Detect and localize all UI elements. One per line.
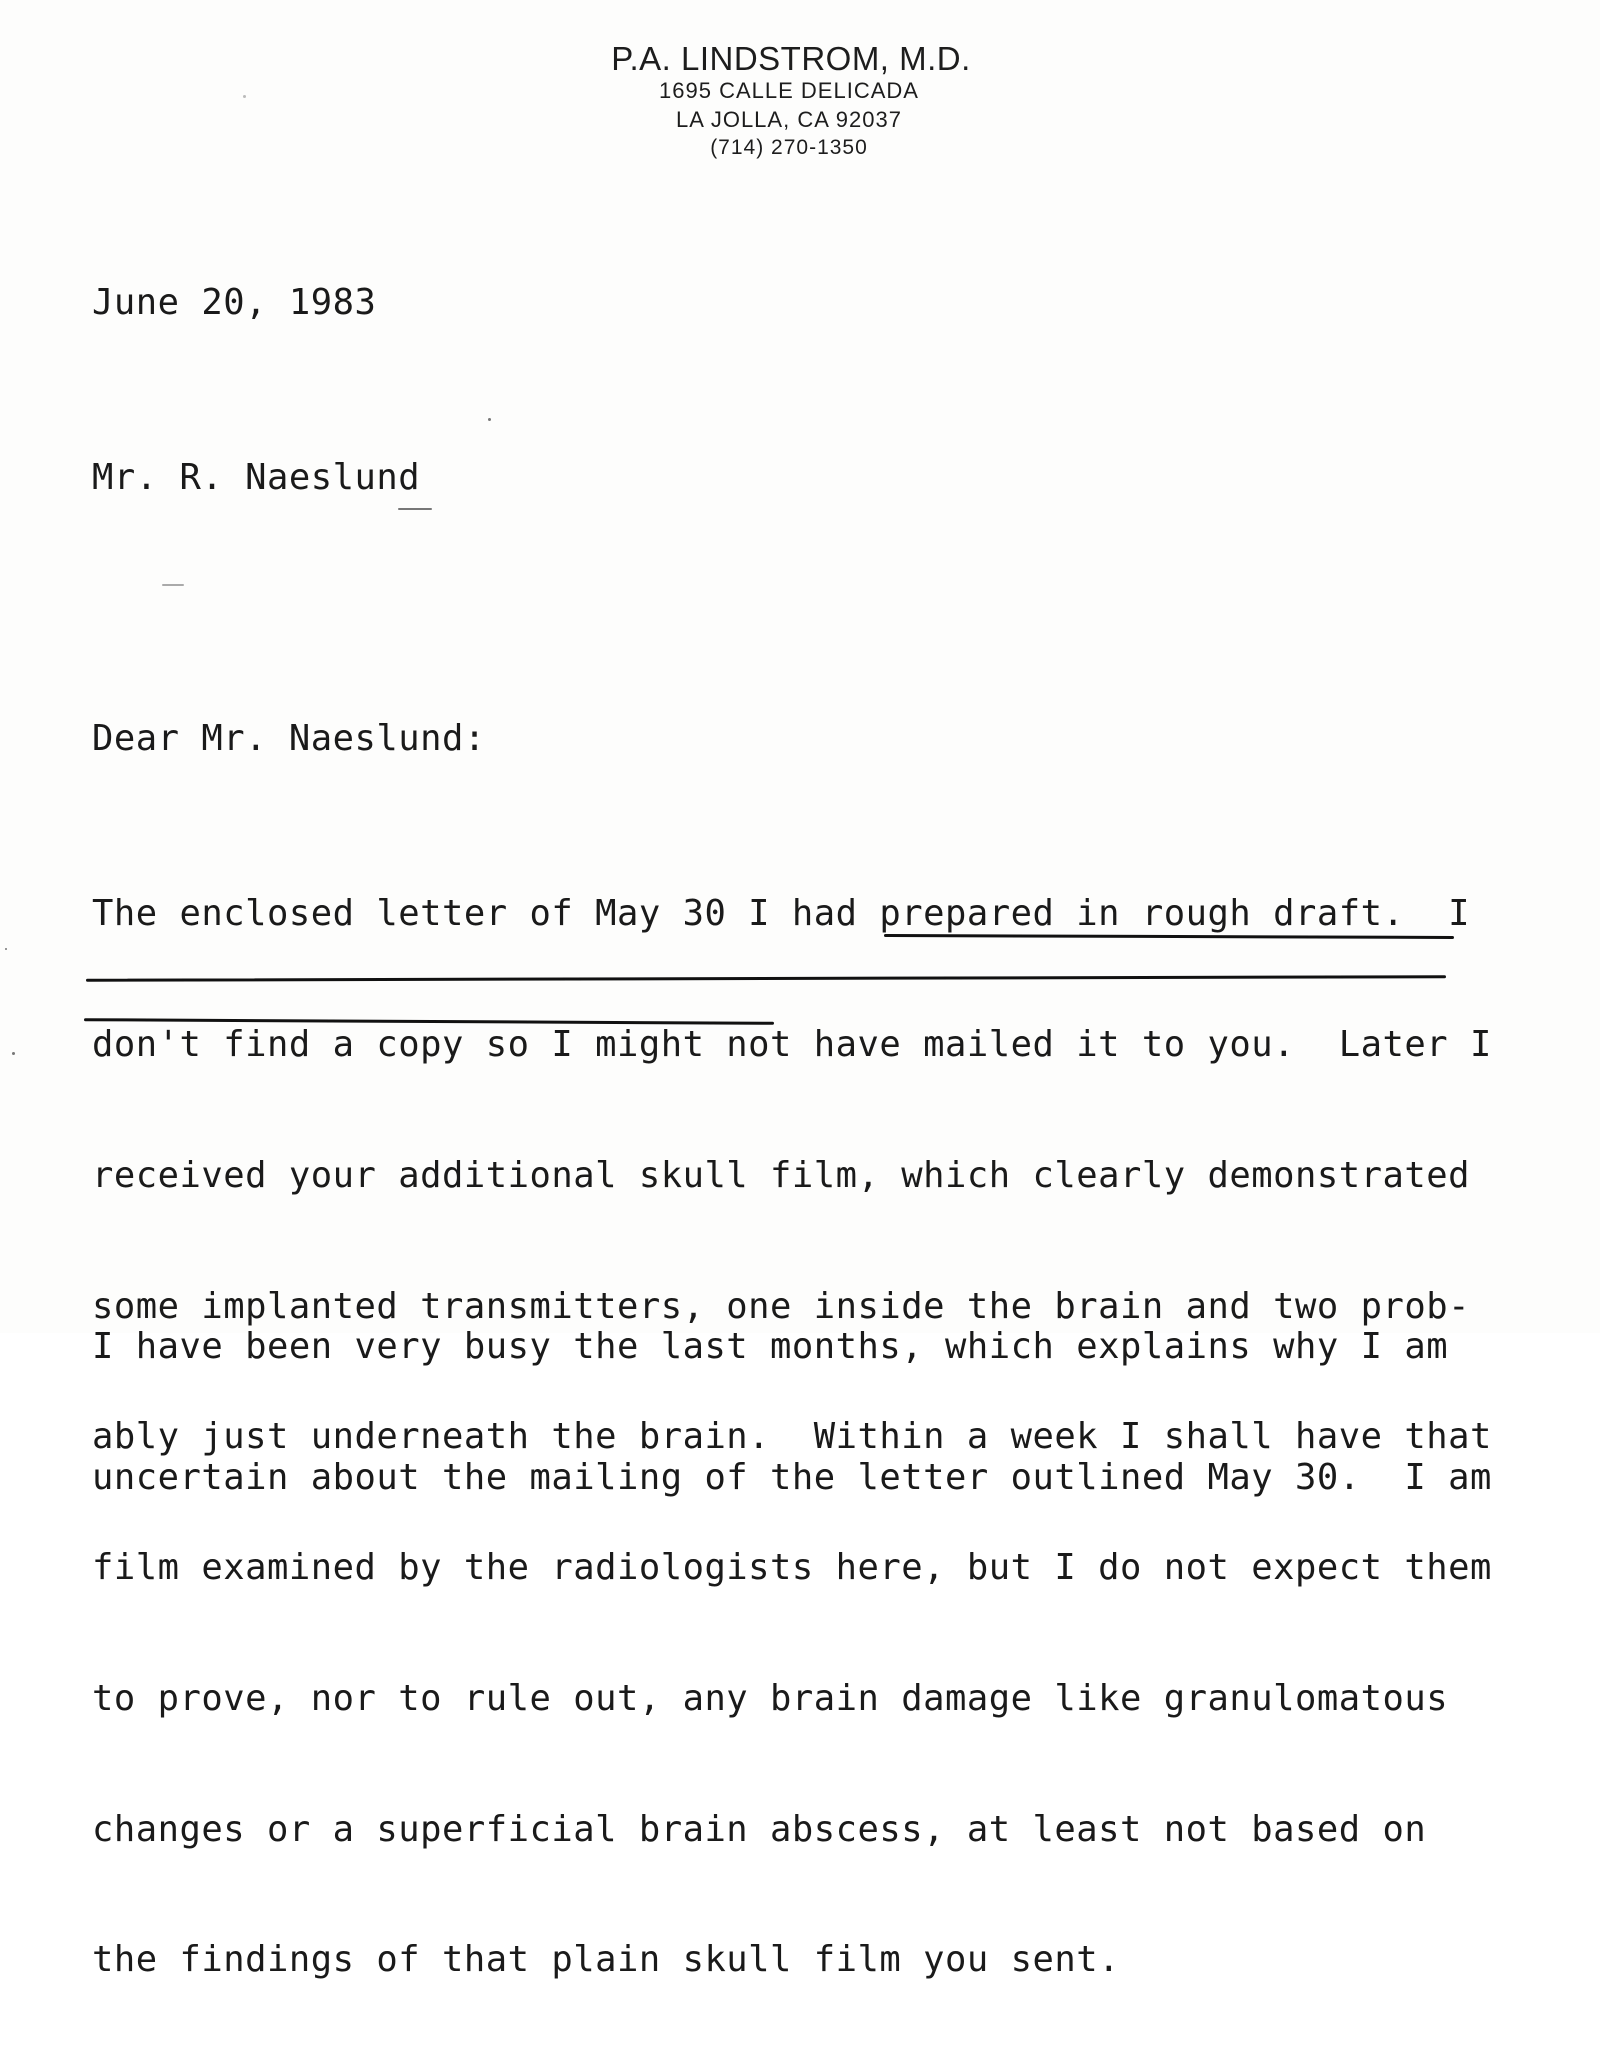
letter-recipient: Mr. R. Naeslund bbox=[92, 457, 421, 498]
scan-speck bbox=[12, 1052, 15, 1055]
paragraph-line: received your additional skull film, which clearly demonstrated bbox=[92, 1154, 1470, 1196]
letterhead-street: 1695 CALLE DELICADA bbox=[659, 78, 919, 103]
paragraph-line: changes or a superficial brain abscess, at least not based on bbox=[92, 1808, 1427, 1850]
scan-speck bbox=[243, 95, 246, 98]
letter-salutation: Dear Mr. Naeslund: bbox=[92, 718, 486, 759]
letterhead-city: LA JOLLA, CA 92037 bbox=[676, 107, 902, 132]
paragraph-line: film examined by the radiologists here, but I do not expect them bbox=[92, 1547, 1492, 1589]
paragraph-line: I have been very busy the last months, which explains why I am bbox=[92, 1326, 1449, 1368]
letterhead-name: P.A. LINDSTROM, M.D. bbox=[611, 40, 971, 77]
scan-speck bbox=[162, 584, 184, 586]
letter-date: June 20, 1983 bbox=[92, 282, 377, 323]
scan-speck bbox=[488, 418, 491, 421]
scan-speck bbox=[5, 948, 7, 950]
paragraph-line: ably just underneath the brain. Within a week I shall have that bbox=[92, 1416, 1492, 1458]
paragraph-2 bbox=[92, 1238, 1492, 1587]
paragraph-line: uncertain about the mailing of the letter outlined May 30. I am bbox=[92, 1456, 1492, 1498]
scan-speck bbox=[398, 508, 432, 510]
letterhead-phone: (714) 270-1350 bbox=[710, 136, 868, 159]
paragraph-line: some implanted transmitters, one inside the brain and two prob- bbox=[92, 1285, 1470, 1327]
paragraph-line: the findings of that plain skull film you sent. bbox=[92, 1939, 1121, 1981]
paragraph-line: to prove, nor to rule out, any brain damage like granulomatous bbox=[92, 1677, 1449, 1719]
paragraph-line: The enclosed letter of May 30 I had prepared in rough draft. I bbox=[92, 893, 1470, 935]
paragraph-line: don't find a copy so I might not have mailed it to you. Later I bbox=[92, 1023, 1492, 1065]
